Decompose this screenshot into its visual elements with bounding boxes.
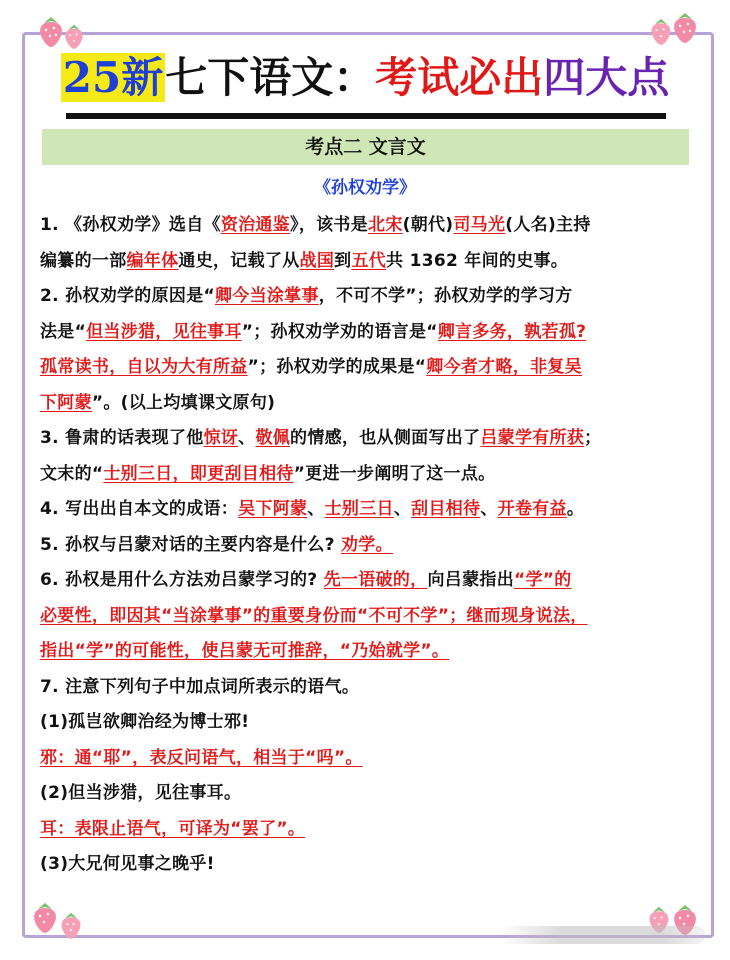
answer-text: 卿言多务，孰若孤?: [437, 321, 587, 342]
title-subject: 七下语文：: [165, 53, 376, 102]
answer-text: 邪：通“耶”，表反问语气，相当于“吗”。: [40, 747, 363, 768]
answer-text: 卿今当涂掌事: [214, 286, 319, 306]
line-text: 4. 写出出自本文的成语：: [40, 499, 239, 519]
text-line: [40, 208, 695, 244]
answer-text: 孤常读书，自以为大有所益: [40, 357, 248, 377]
text-line: [40, 599, 695, 635]
content: [40, 208, 695, 883]
text-line: [40, 776, 695, 812]
line-text: ”；孙权劝学的成果是“: [247, 357, 427, 377]
line-text: (1)孤岂欲卿治经为博士邪!: [40, 712, 250, 732]
title-points: 四大点: [543, 53, 670, 102]
title-exam: 考试必出: [375, 53, 544, 102]
line-text: ”更进一步阐明了这一点。: [293, 463, 496, 484]
strawberry-icon: [670, 10, 700, 44]
line-text: 的情感，也从侧面写出了: [290, 428, 481, 448]
answer-text: 但当涉猎，见往事耳: [86, 321, 242, 342]
text-line: [40, 847, 695, 883]
line-text: 。: [566, 499, 585, 519]
answer-text: 吴下阿蒙: [238, 499, 308, 519]
answer-text: 先一语破的，: [323, 570, 428, 590]
line-text: 共 1362 年间的史事。: [386, 250, 569, 271]
strawberry-icon: [58, 910, 84, 940]
text-line: [40, 812, 695, 848]
answer-text: “学”的: [514, 570, 572, 590]
line-text: 、: [307, 499, 325, 519]
answer-text: 惊讶: [203, 428, 239, 448]
answer-text: 战国: [299, 250, 335, 271]
line-text: 6. 孙权是用什么方法劝吕蒙学习的?: [40, 570, 324, 590]
answer-text: 刮目相待: [411, 499, 481, 519]
text-line: [40, 528, 695, 564]
text-line: [40, 492, 695, 528]
line-text: (3)大兄何见事之晚乎!: [40, 854, 215, 874]
text-line: [40, 315, 695, 351]
line-text: (朝代): [402, 215, 454, 235]
text-line: [40, 279, 695, 315]
text-line: [40, 634, 695, 670]
text-line: [40, 457, 695, 493]
line-text: ，不可不学”；孙权劝学的学习方: [318, 286, 573, 306]
answer-text: 士别三日: [324, 499, 394, 519]
answer-text: 下阿蒙: [40, 392, 92, 413]
text-line: [40, 244, 695, 280]
line-text: 2. 孙权劝学的原因是“: [40, 286, 215, 306]
text-line: [40, 705, 695, 741]
line-text: 7. 注意下列句子中加点词所表示的语气。: [40, 676, 360, 697]
answer-text: 资治通鉴: [220, 215, 291, 235]
line-text: 法是“: [40, 321, 87, 342]
answer-text: 劝学。: [340, 534, 393, 555]
answer-text: 开卷有益: [497, 499, 567, 519]
line-text: 1. 《孙权劝学》选自《: [40, 215, 221, 235]
answer-text: 耳：表限止语气，可译为“罢了”。: [40, 818, 306, 839]
answer-text: 编年体: [126, 250, 179, 271]
answer-text: 吕蒙学有所获: [480, 428, 585, 448]
title-underline: [66, 113, 666, 119]
text-line: [40, 741, 695, 777]
line-text: (2)但当涉猎，见往事耳。: [40, 783, 242, 803]
line-text: 、: [393, 499, 412, 519]
line-text: 、: [238, 428, 256, 448]
line-text: 》，该书是: [290, 215, 369, 235]
line-text: 5. 孙权与吕蒙对话的主要内容是什么?: [40, 534, 341, 555]
section-bar: 考点二 文言文: [42, 129, 689, 165]
text-line: [40, 386, 695, 422]
strawberry-icon: [30, 900, 60, 934]
answer-text: 司马光: [453, 215, 506, 235]
page-title: [0, 50, 730, 106]
line-text: (人名)主持: [505, 215, 591, 235]
line-text: ；: [584, 428, 602, 448]
line-text: ”。(以上均填课文原句): [91, 392, 276, 413]
line-text: 到: [334, 250, 352, 271]
answer-text: 北宋: [368, 215, 403, 235]
answer-text: 必要性，即因其“当涂掌事”的重要身份而“不可不学”；继而现身说法，: [40, 605, 588, 626]
lesson-title: 《孙权劝学》: [314, 178, 416, 198]
text-line: [40, 670, 695, 706]
text-line: [40, 563, 695, 599]
answer-text: 指出“学”的可能性，使吕蒙无可推辞，“乃始就学”。: [40, 641, 450, 661]
watermark: [500, 926, 705, 944]
line-text: 、: [480, 499, 498, 519]
answer-text: 五代: [351, 250, 387, 271]
answer-text: 卿今者才略，非复吴: [426, 357, 582, 377]
strawberry-icon: [62, 22, 86, 50]
answer-text: 士别三日，即更刮目相待: [103, 463, 294, 484]
line-text: 向吕蒙指出: [427, 570, 514, 590]
text-line: [40, 421, 695, 457]
line-text: 编纂的一部: [40, 250, 127, 271]
line-text: 3. 鲁肃的话表现了他: [40, 428, 204, 448]
text-line: [40, 350, 695, 386]
title-highlight: 25新: [62, 53, 164, 102]
line-text: 文末的“: [40, 463, 104, 484]
line-text: ”；孙权劝学劝的语言是“: [241, 321, 438, 342]
answer-text: 敬佩: [255, 428, 291, 448]
line-text: 通史，记载了从: [178, 250, 300, 271]
